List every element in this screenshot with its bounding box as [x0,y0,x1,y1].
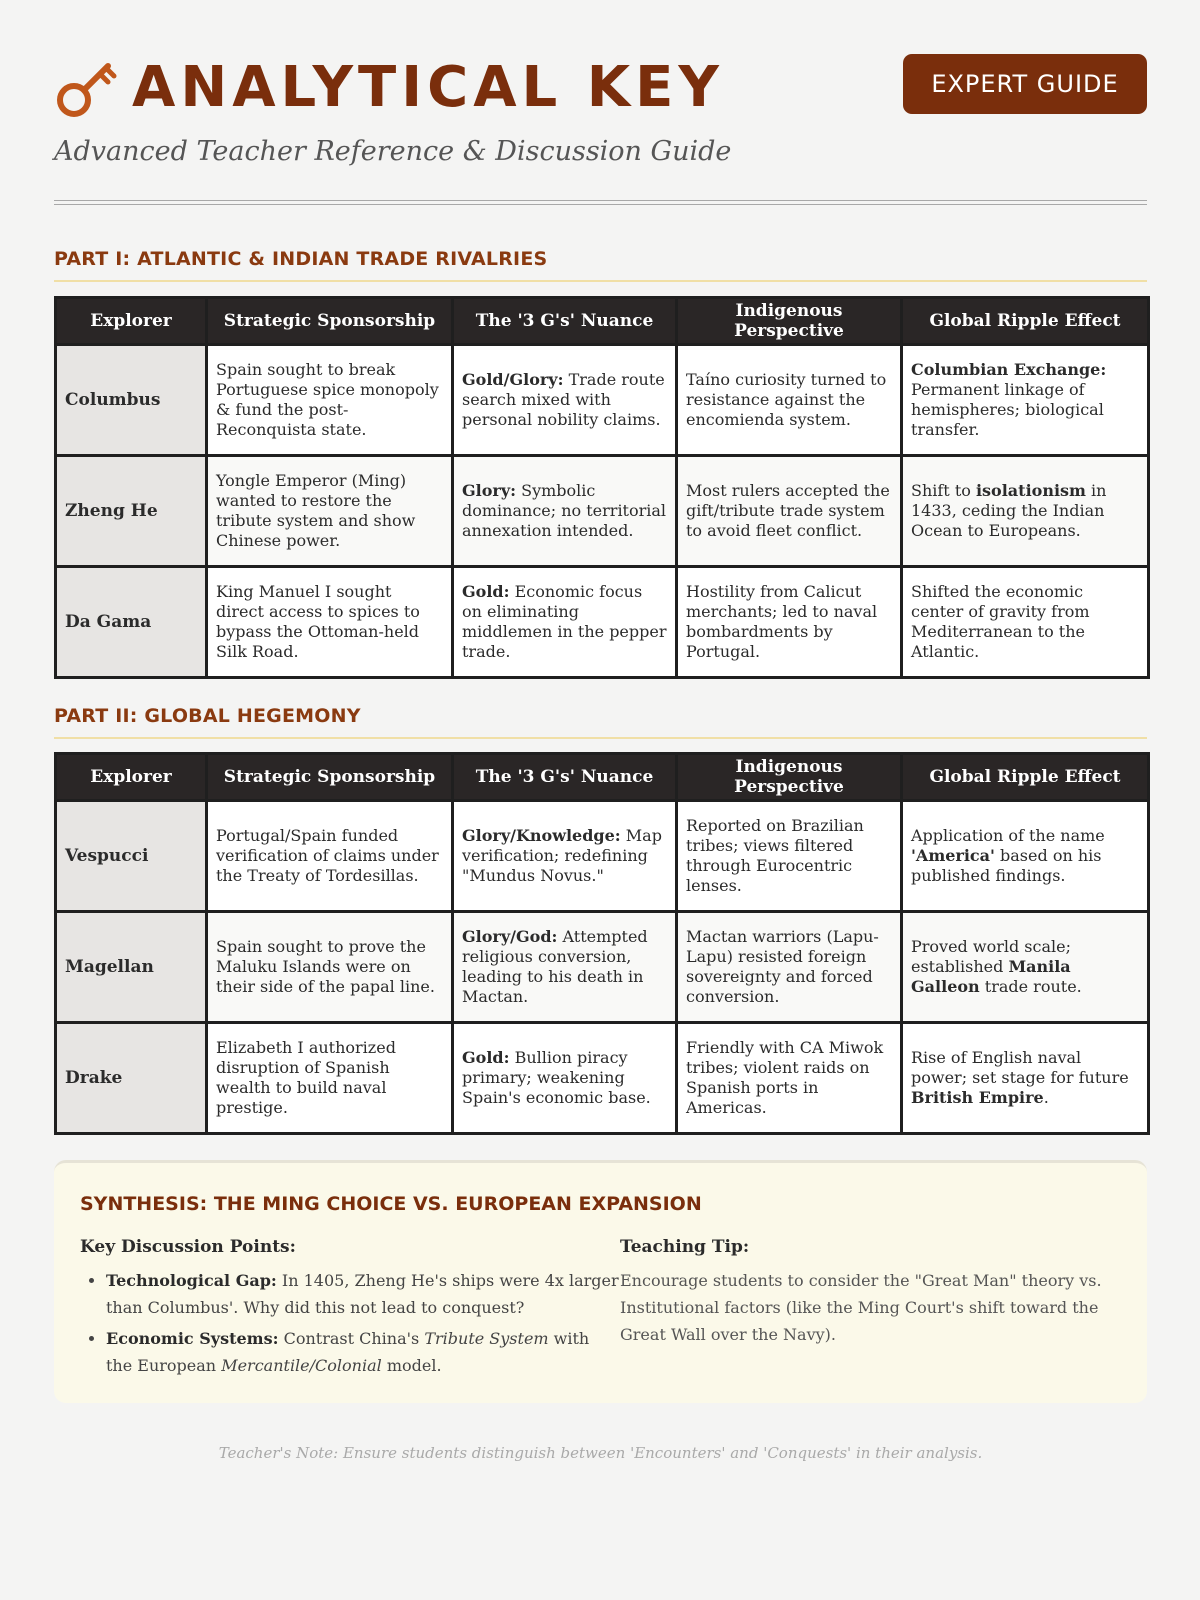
ripple-bold: Columbian Exchange: [911,360,1107,379]
col-header-nuance: The '3 G's' Nuance [453,298,677,345]
nuance-text: Symbolic dominance; no territorial annexation intended. [462,481,667,540]
nuance-cell [453,912,677,1023]
nuance-text: Bullion piracy primary; weakening Spain's economic base. [462,1048,651,1107]
explorer-cell: Drake [56,1023,207,1134]
nuance-text: Economic focus on eliminating middlemen in the pepper trade. [462,582,667,661]
ripple-post: trade route. [979,977,1082,996]
ripple-cell [902,912,1149,1023]
point-text: with the European [106,1329,590,1375]
expert-guide-badge: EXPERT GUIDE [903,54,1147,114]
list-item [106,1267,620,1321]
indigenous-cell: Friendly with CA Miwok tribes; violent raids on Spanish ports in Americas. [677,1023,902,1134]
ripple-bold: Manila Galleon [911,957,1071,996]
sponsorship-cell: Elizabeth I authorized disruption of Spanish wealth to build naval prestige. [207,1023,453,1134]
point-emphasis: Mercantile/Colonial [221,1356,382,1375]
table-row [56,345,1149,456]
col-header-explorer: Explorer [56,754,207,801]
nuance-cell [453,1023,677,1134]
footer-note: Teacher's Note: Ensure students distinguish between 'Encounters' and 'Conquests' in their analysis. [218,1444,983,1462]
ripple-bold: 'America' [911,846,995,865]
nuance-label: Glory/God: [462,927,558,946]
col-header-indigenous: Indigenous Perspective [677,298,902,345]
part2-title: PART II: GLOBAL HEGEMONY [54,705,1147,739]
part1-title: PART I: ATLANTIC & INDIAN TRADE RIVALRIES [54,248,1147,282]
part1-table [54,296,1150,679]
ripple-pre: Shift to [911,481,976,500]
indigenous-cell: Hostility from Calicut merchants; led to naval bombardments by Portugal. [677,567,902,678]
discussion-heading: Key Discussion Points: [80,1237,296,1257]
key-icon [54,56,118,120]
table-header-row [56,298,1149,345]
sponsorship-cell: Spain sought to prove the Maluku Islands were on their side of the papal line. [207,912,453,1023]
header-divider [54,200,1147,205]
point-label: Technological Gap: [106,1271,277,1290]
point-text: Contrast China's [278,1329,425,1348]
nuance-cell [453,567,677,678]
table-row [56,1023,1149,1134]
nuance-cell [453,456,677,567]
explorer-cell: Columbus [56,345,207,456]
table-row [56,456,1149,567]
nuance-cell [453,345,677,456]
indigenous-cell: Mactan warriors (Lapu-Lapu) resisted foreign sovereignty and forced conversion. [677,912,902,1023]
discussion-points [80,1237,620,1383]
sponsorship-cell: Portugal/Spain funded verification of claims under the Treaty of Tordesillas. [207,801,453,912]
table-header-row [56,754,1149,801]
list-item [106,1325,620,1379]
ripple-post: Permanent linkage of hemispheres; biological transfer. [911,380,1104,439]
nuance-label: Glory/Knowledge: [462,826,621,845]
col-header-explorer: Explorer [56,298,207,345]
ripple-pre: Shifted the economic center of gravity from Mediterranean to the Atlantic. [911,582,1090,661]
sponsorship-cell: Yongle Emperor (Ming) wanted to restore the tribute system and show Chinese power. [207,456,453,567]
ripple-post: . [1043,1088,1049,1107]
synthesis-title: SYNTHESIS: THE MING CHOICE VS. EUROPEAN EXPANSION [80,1193,702,1215]
nuance-cell [453,801,677,912]
page-subtitle: Advanced Teacher Reference & Discussion Guide [54,136,732,167]
explorer-cell: Zheng He [56,456,207,567]
ripple-cell [902,456,1149,567]
ripple-cell [902,801,1149,912]
teaching-tip-heading: Teaching Tip: [620,1237,750,1257]
point-label: Economic Systems: [106,1329,279,1348]
nuance-label: Glory: [462,481,517,500]
ripple-pre: Proved world scale; established [911,937,1071,976]
header [54,50,1147,170]
ripple-pre: Rise of English naval power; set stage for future [911,1048,1129,1087]
explorer-cell: Vespucci [56,801,207,912]
teaching-tip [620,1237,1120,1383]
indigenous-cell: Reported on Brazilian tribes; views filtered through Eurocentric lenses. [677,801,902,912]
page-title: ANALYTICAL KEY [132,55,724,120]
point-emphasis: Tribute System [424,1329,549,1348]
col-header-ripple: Global Ripple Effect [902,754,1149,801]
ripple-cell [902,567,1149,678]
sponsorship-cell: Spain sought to break Portuguese spice monopoly & fund the post-Reconquista state. [207,345,453,456]
synthesis-panel [54,1160,1147,1403]
ripple-cell [902,1023,1149,1134]
point-text: In 1405, Zheng He's ships were 4x larger than Columbus'. Why did this not lead to conquest? [106,1271,619,1317]
indigenous-cell: Taíno curiosity turned to resistance against the encomienda system. [677,345,902,456]
discussion-list [80,1267,620,1379]
part2-table [54,752,1150,1135]
table-row [56,912,1149,1023]
explorer-cell: Magellan [56,912,207,1023]
nuance-text: Attempted religious conversion, leading to his death in Mactan. [462,927,648,1006]
ripple-post: in 1433, ceding the Indian Ocean to Europeans. [911,481,1107,540]
col-header-ripple: Global Ripple Effect [902,298,1149,345]
ripple-post: based on his published findings. [911,846,1102,885]
col-header-sponsorship: Strategic Sponsorship [207,754,453,801]
point-text: model. [381,1356,442,1375]
nuance-text: Trade route search mixed with personal nobility claims. [462,370,665,429]
nuance-text: Map verification; redefining "Mundus Novus." [462,826,662,885]
col-header-nuance: The '3 G's' Nuance [453,754,677,801]
nuance-label: Gold/Glory: [462,370,564,389]
col-header-indigenous: Indigenous Perspective [677,754,902,801]
ripple-bold: British Empire [911,1088,1044,1107]
ripple-pre: Application of the name [911,826,1105,845]
synthesis-columns [80,1237,1121,1383]
explorer-cell: Da Gama [56,567,207,678]
teaching-tip-text: Encourage students to consider the "Great Man" theory vs. Institutional factors (like the Ming Court's shift toward the Great Wall over the Navy). [620,1271,1102,1344]
indigenous-cell: Most rulers accepted the gift/tribute trade system to avoid fleet conflict. [677,456,902,567]
nuance-label: Gold: [462,582,510,601]
ripple-bold: isolationism [975,481,1086,500]
nuance-label: Gold: [462,1048,510,1067]
sponsorship-cell: King Manuel I sought direct access to spices to bypass the Ottoman-held Silk Road. [207,567,453,678]
table-row [56,567,1149,678]
table-row [56,801,1149,912]
ripple-cell [902,345,1149,456]
col-header-sponsorship: Strategic Sponsorship [207,298,453,345]
